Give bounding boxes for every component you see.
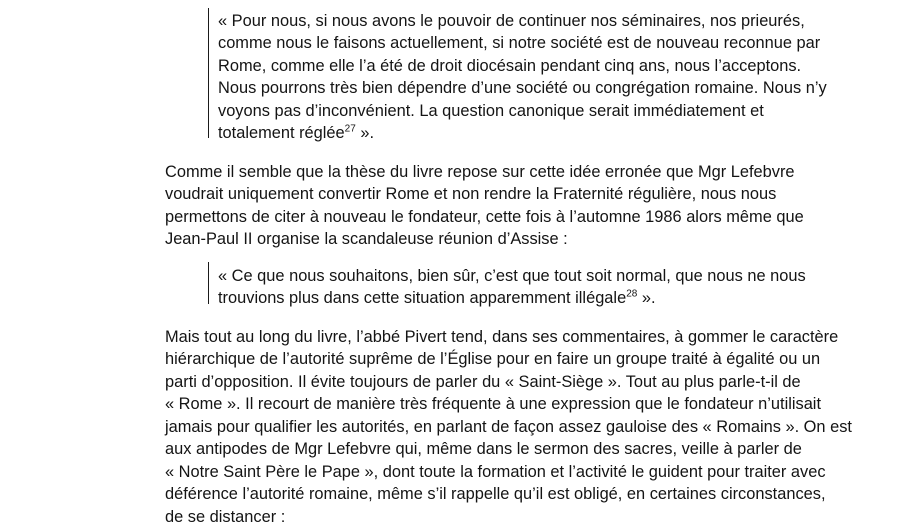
paragraph-line: « Rome ». Il recourt de manière très fréquente à une expression que le fondateur n’utilisait: [165, 395, 822, 413]
paragraph-line: déférence l’autorité romaine, même s’il rappelle qu’il est obligé, en certaines circonstances,: [165, 485, 826, 503]
paragraph-line: Comme il semble que la thèse du livre repose sur cette idée erronée que Mgr Lefebvre: [165, 163, 795, 181]
paragraph-line: jamais pour qualifier les autorités, en parlant de façon assez gauloise des « Romains ». On est: [165, 418, 852, 436]
quote-line: « Ce que nous souhaitons, bien sûr, c’est que tout soit normal, que nous ne nous: [218, 267, 806, 285]
footnote-ref[interactable]: 28: [626, 288, 638, 300]
quote-bar: [208, 8, 209, 138]
quote-text: totalement réglée: [218, 124, 345, 142]
paragraph-line: voudrait uniquement convertir Rome et non rendre la Fraternité régulière, nous nous: [165, 185, 777, 203]
paragraph-line: Mais tout au long du livre, l’abbé Pivert tend, dans ses commentaires, à gommer le caractère: [165, 328, 839, 346]
quote-line: « Pour nous, si nous avons le pouvoir de continuer nos séminaires, nos prieurés,: [218, 12, 805, 30]
paragraph-line: de se distancer :: [165, 508, 286, 526]
quote-line: [218, 123, 374, 143]
paragraph-line: permettons de citer à nouveau le fondateur, cette fois à l’automne 1986 alors même que: [165, 208, 804, 226]
quote-line: Rome, comme elle l’a été de droit diocésain pendant cinq ans, nous l’acceptons.: [218, 57, 802, 75]
paragraph-line: Jean-Paul II organise la scandaleuse réunion d’Assise :: [165, 230, 568, 248]
quote-line: comme nous le faisons actuellement, si notre société est de nouveau reconnue par: [218, 34, 821, 52]
quote-text: trouvions plus dans cette situation apparemment illégale: [218, 289, 627, 307]
quote-close: ».: [637, 289, 656, 307]
paragraph-line: parti d’opposition. Il évite toujours de parler du « Saint-Siège ». Tout au plus parle-t-il de: [165, 373, 801, 391]
footnote-ref[interactable]: 27: [344, 123, 356, 135]
paragraph-line: « Notre Saint Père le Pape », dont toute la formation et l’activité le guident pour traiter avec: [165, 463, 826, 481]
quote-bar: [208, 262, 209, 304]
quote-line: [218, 288, 656, 308]
quote-line: voyons pas d’inconvénient. La question canonique serait immédiatement et: [218, 102, 764, 120]
quote-close: ».: [355, 124, 375, 142]
quote-line: Nous pourrons très bien dépendre d’une société ou congrégation romaine. Nous n’y: [218, 79, 827, 97]
paragraph-line: aux antipodes de Mgr Lefebvre qui, même dans le sermon des sacres, veille à parler de: [165, 440, 802, 458]
paragraph-line: hiérarchique de l’autorité suprême de l’Église pour en faire un groupe traité à égalité ou un: [165, 350, 821, 368]
